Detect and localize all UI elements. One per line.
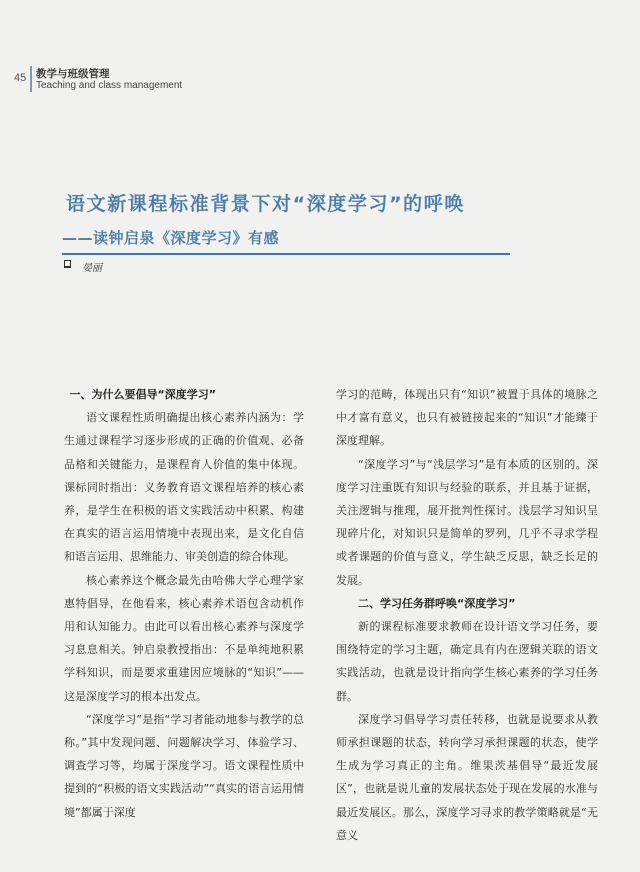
- author-name: 晏丽: [82, 263, 102, 274]
- title-rule: [62, 253, 510, 255]
- paragraph: 核心素养这个概念最先由哈佛大学心理学家惠特倡导，在他看来，核心素养术语包含动机作用和认知能力。由此可以看出核心素养与深度学习息息相关。钟启泉教授指出：不是单纯地积累学科知识，而是要求重建因应境脉的“知识”——这是深度学习的根本出发点。: [64, 573, 304, 703]
- right-column: [336, 383, 598, 847]
- left-column: [64, 383, 304, 824]
- paragraph: “深度学习”与“浅层学习”是有本质的区别的。深度学习注重既有知识与经验的联系，并且基于证据，关注逻辑与推理，展开批判性探讨。浅层学习知识呈现碎片化，对知识只是简单的罗列，几乎不寻求学程或者课题的价值与意义，学生缺乏反思，缺乏长足的发展。: [336, 457, 598, 587]
- paragraph: 新的课程标准要求教师在设计语文学习任务，要围绕特定的学习主题，确定具有内在逻辑关联的语文实践活动，也就是设计指向学生核心素养的学习任务群。: [336, 620, 598, 703]
- heading-1: 一、为什么要倡导“深度学习”: [69, 388, 216, 401]
- paragraph: 语文课程性质明确提出核心素养内涵为：学生通过课程学习逐步形成的正确的价值观、必备品格和关键能力，是课程育人价值的集中体现。课标同时指出：义务教育语文课程培养的核心素养，是学生在积极的语文实践活动中积累、构建在真实的语言运用情境中表现出来，是文化自信和语言运用、思维能力、审美创造的综合体现。: [64, 411, 304, 564]
- heading-2: 二、学习任务群呼唤“深度学习”: [358, 596, 516, 610]
- section-title-en: Teaching and class management: [36, 80, 183, 91]
- paragraph: 深度学习倡导学习责任转移，也就是说要求从教师承担课题的状态，转向学习承担课题的状态，使学生成为学习真正的主角。维果茨基倡导“最近发展区”，也就是说儿童的发展状态处于现在发展的水准与最近发展区。那么，深度学习寻求的教学策略就是“无意义: [336, 712, 598, 842]
- article-title: 语文新课程标准背景下对“深度学习”的呼唤: [66, 193, 465, 215]
- paragraph-continued: 学习的范畴，体现出只有“知识”被置于具体的境脉之中才富有意义，也只有被链接起来的“知识”才能臻于深度理解。: [336, 388, 598, 448]
- paragraph: “深度学习”是指“学习者能动地参与教学的总称。”其中发现问题、问题解决学习、体验学习、调查学习等，均属于深度学习。语文课程性质中提到的“积极的语文实践活动”“真实的语言运用情境”都属于深度: [64, 712, 304, 819]
- section-title-zh: 教学与班级管理: [36, 68, 110, 80]
- section-bar: [30, 66, 32, 92]
- page-number: 45: [14, 72, 27, 84]
- author-icon: [64, 260, 71, 268]
- article-subtitle: ——读钟启泉《深度学习》有感: [62, 229, 280, 247]
